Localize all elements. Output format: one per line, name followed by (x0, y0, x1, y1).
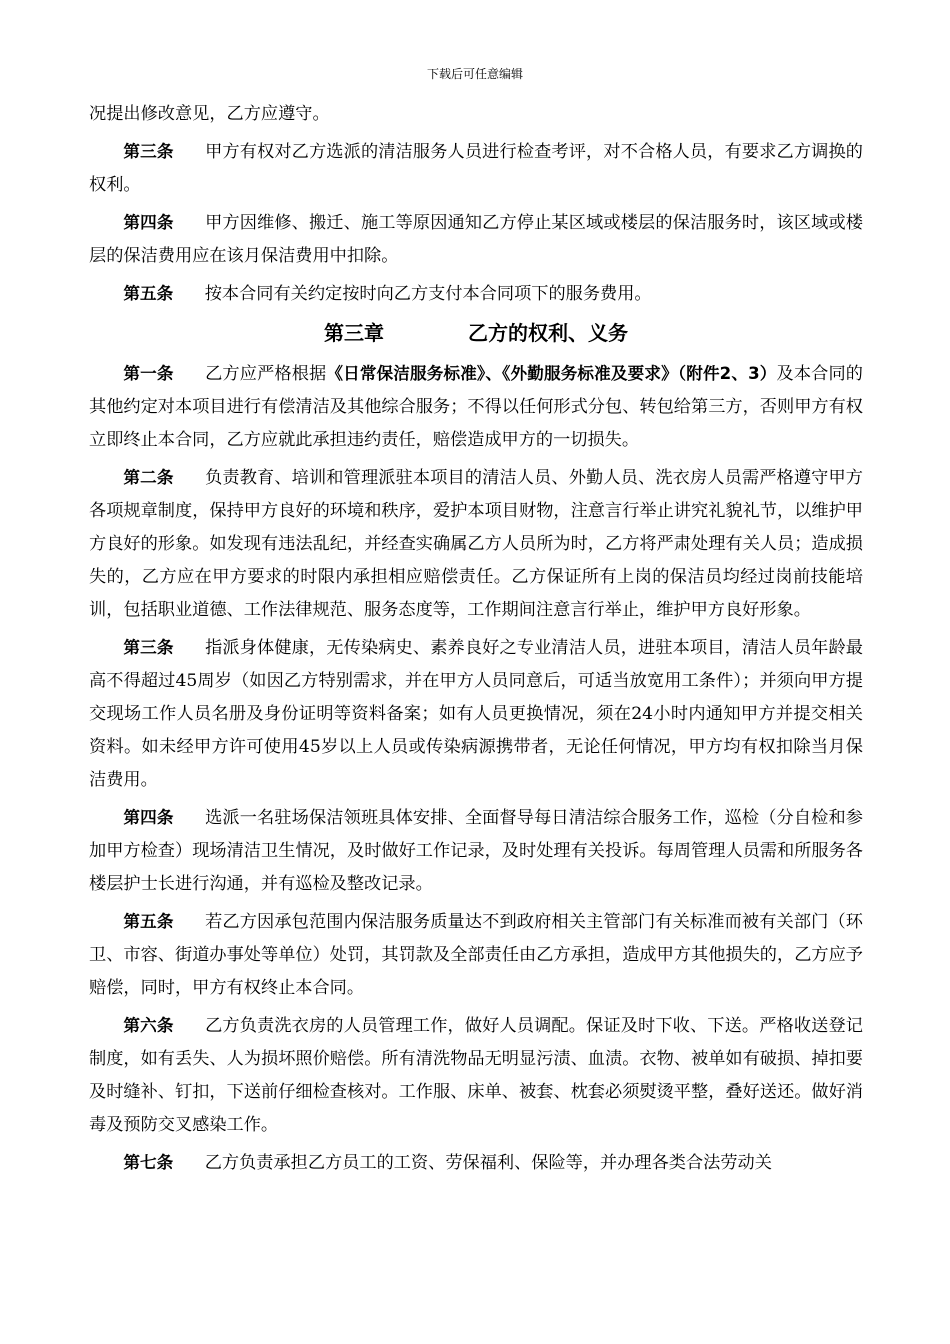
clause-label: 第五条 (123, 912, 174, 931)
clause-label: 第六条 (123, 1016, 174, 1035)
clause-paragraph (89, 631, 863, 797)
clause-text: 甲方有权对乙方选派的清洁服务人员进行检查考评，对不合格人员，有要求乙方调换的权利。 (89, 142, 863, 195)
clause-paragraph (89, 357, 863, 457)
clause-text: 按本合同有关约定按时向乙方支付本合同项下的服务费用。 (204, 284, 652, 304)
document-body (89, 98, 863, 1184)
clause-text: 指派身体健康，无传染病史、素养良好之专业清洁人员，进驻本项目，清洁人员年龄最高不得超过45周岁（如因乙方特别需求，并在甲方人员同意后，可适当放宽用工条件）；并须向甲方提交现场工作人员名册及身份证明等资料备案；如有人员更换情况，须在24小时内通知甲方并提交相关资料。如未经甲方许可使用45岁以上人员或传染病源携带者，无论任何情况，甲方均有权扣除当月保洁费用。 (89, 638, 863, 790)
clause-label: 第七条 (123, 1153, 174, 1172)
clause-text: 甲方因维修、搬迁、施工等原因通知乙方停止某区域或楼层的保洁服务时，该区域或楼层的保洁费用应在该月保洁费用中扣除。 (89, 213, 863, 266)
clause-text: 及本合同的其他约定对本项目进行有偿清洁及其他综合服务；不得以任何形式分包、转包给第三方，否则甲方有权立即终止本合同，乙方应就此承担违约责任，赔偿造成甲方的一切损失。 (89, 364, 863, 450)
clause-label: 第四条 (123, 808, 174, 827)
clause-text: 乙方负责承担乙方员工的工资、劳保福利、保险等，并办理各类合法劳动关 (204, 1153, 772, 1173)
chapter-number: 第三章 (324, 321, 384, 345)
chapter-title: 乙方的权利、义务 (468, 321, 628, 345)
clause-text: 乙方负责洗衣房的人员管理工作，做好人员调配。保证及时下收、下送。严格收送登记制度，如有丢失、人为损坏照价赔偿。所有清洗物品无明显污渍、血渍。衣物、被单如有破损、掉扣要及时缝补、钉扣，下送前仔细检查核对。工作服、床单、被套、枕套必须熨烫平整，叠好送还。做好消毒及预防交叉感染工作。 (89, 1016, 863, 1135)
clause-text: 选派一名驻场保洁领班具体安排、全面督导每日清洁综合服务工作，巡检（分自检和参加甲方检查）现场清洁卫生情况，及时做好工作记录，及时处理有关投诉。每周管理人员需和所服务各楼层护士长进行沟通，并有巡检及整改记录。 (89, 808, 863, 894)
clause-label: 第三条 (123, 142, 174, 161)
clause-text: 负责教育、培训和管理派驻本项目的清洁人员、外勤人员、洗衣房人员需严格遵守甲方各项规章制度，保持甲方良好的环境和秩序，爱护本项目财物，注意言行举止讲究礼貌礼节，以维护甲方良好的形象。如发现有违法乱纪，并经查实确属乙方人员所为时，乙方将严肃处理有关人员；造成损失的，乙方应在甲方要求的时限内承担相应赔偿责任。乙方保证所有上岗的保洁员均经过岗前技能培训，包括职业道德、工作法律规范、服务态度等，工作期间注意言行举止，维护甲方良好形象。 (89, 468, 863, 620)
continued-paragraph: 况提出修改意见，乙方应遵守。 (89, 104, 330, 124)
clause-paragraph (89, 277, 863, 311)
clause-label: 第三条 (123, 638, 174, 657)
chapter-heading (89, 315, 863, 351)
clause-paragraph (89, 135, 863, 202)
clause-paragraph (89, 1146, 863, 1180)
clause-label: 第二条 (123, 468, 174, 487)
clause-paragraph (89, 206, 863, 273)
clause-paragraph (89, 1009, 863, 1142)
clause-text: 若乙方因承包范围内保洁服务质量达不到政府相关主管部门有关标准而被有关部门（环卫、市容、街道办事处等单位）处罚，其罚款及全部责任由乙方承担，造成甲方其他损失的，乙方应予赔偿，同时，甲方有权终止本合同。 (89, 912, 863, 998)
clause-label: 第五条 (123, 284, 174, 303)
clause-bold-reference: 《日常保洁服务标准》、《外勤服务标准及要求》（附件2、3） (326, 364, 777, 383)
clause-label: 第四条 (123, 213, 174, 232)
clause-paragraph (89, 461, 863, 627)
clause-paragraph (89, 905, 863, 1005)
clause-paragraph (89, 801, 863, 901)
clause-label: 第一条 (123, 364, 174, 383)
page-header: 下载后可任意编辑 (426, 67, 523, 81)
clause-text: 乙方应严格根据 (205, 364, 327, 384)
